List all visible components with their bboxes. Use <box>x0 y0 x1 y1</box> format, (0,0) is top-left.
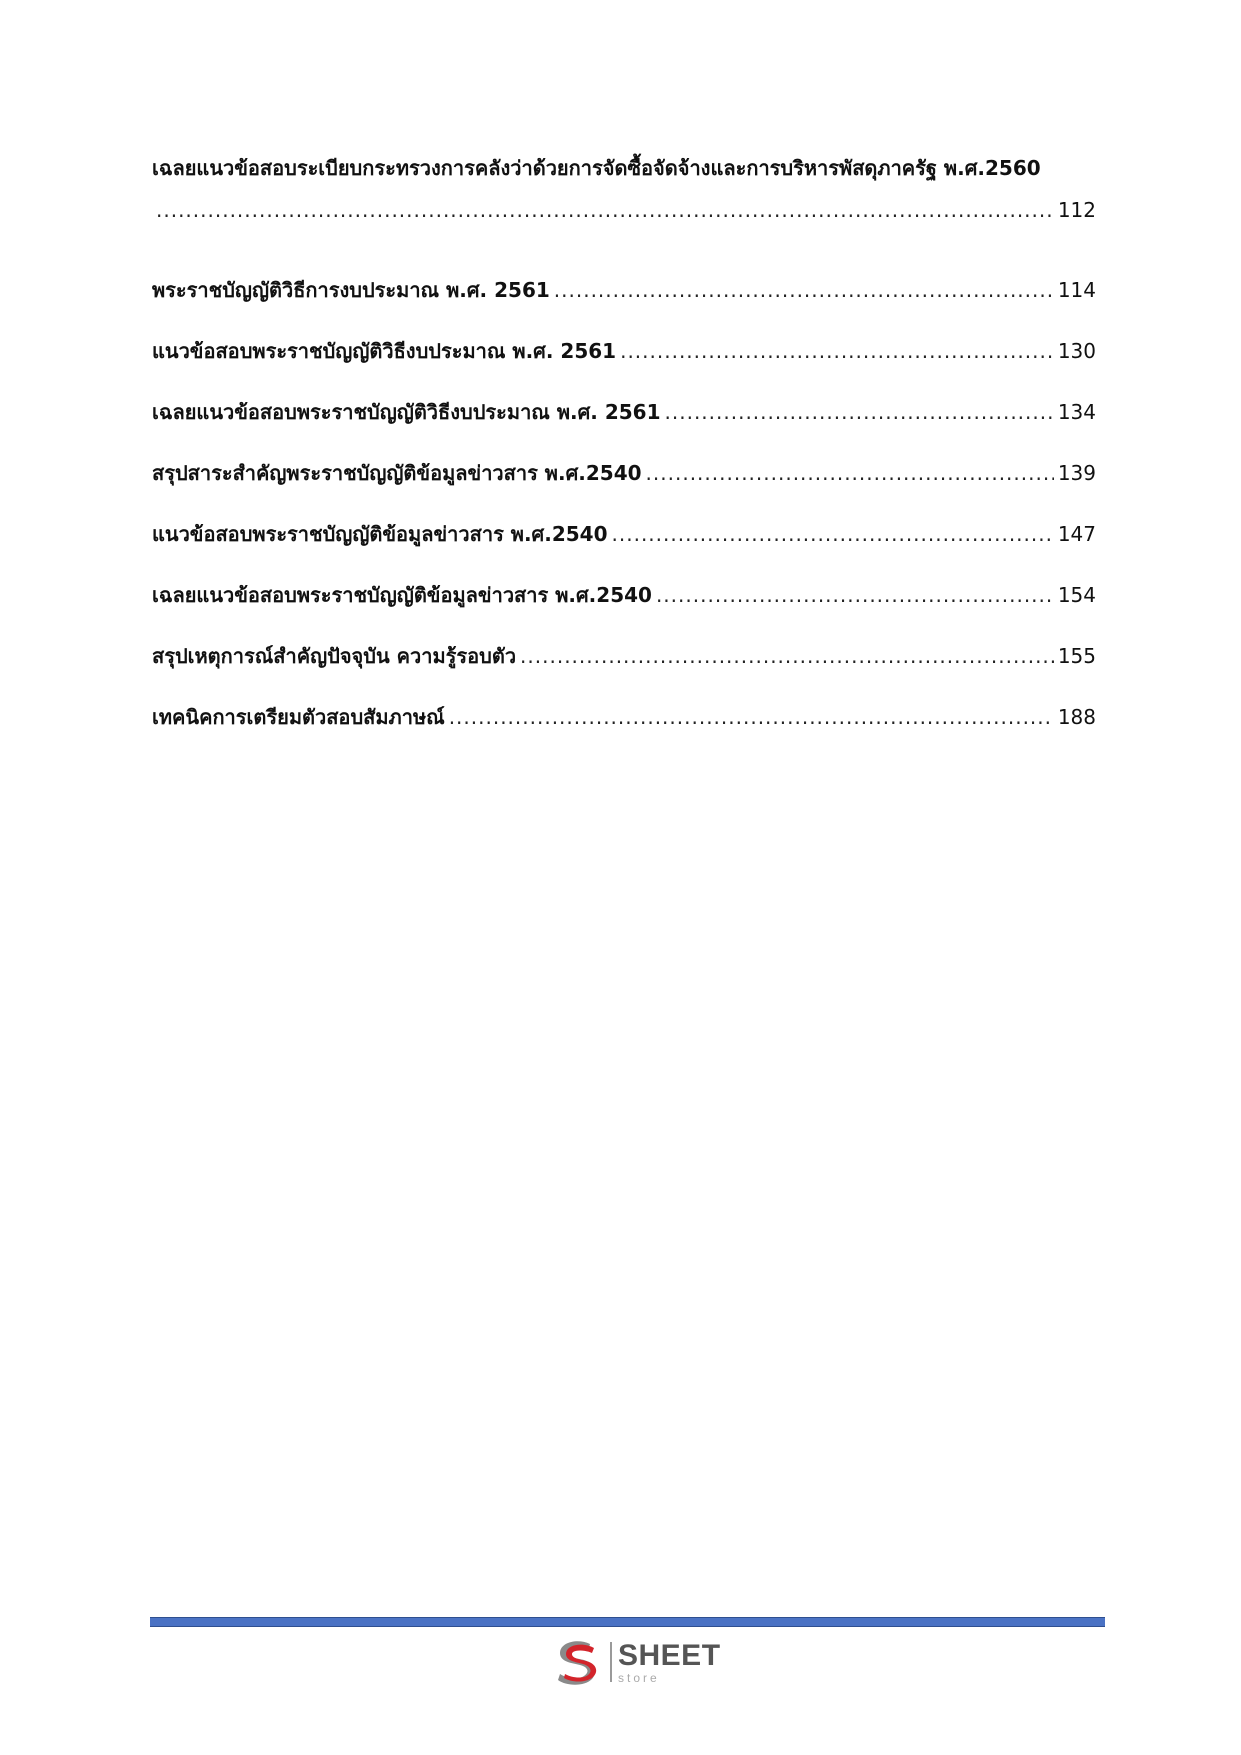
toc-entry-title: พระราชบัญญัติวิธีการงบประมาณ พ.ศ. 2561 <box>152 278 550 302</box>
toc-entry-title: สรุปเหตุการณ์สำคัญปัจจุบัน ความรู้รอบตัว <box>152 644 517 668</box>
toc-entry-title: เฉลยแนวข้อสอบพระราชบัญญัติข้อมูลข่าวสาร พ.ศ.2540 <box>152 583 652 607</box>
toc-entry-page: 147 <box>1057 522 1096 546</box>
sheet-store-logo-icon <box>550 1636 602 1688</box>
toc-entry-title: เทคนิคการเตรียมตัวสอบสัมภาษณ์ <box>152 705 445 729</box>
toc-entry-page: 112 <box>1057 198 1096 222</box>
toc-entry-title: สรุปสาระสำคัญพระราชบัญญัติข้อมูลข่าวสาร พ.ศ.2540 <box>152 461 642 485</box>
toc-entry-page: 139 <box>1057 461 1096 485</box>
toc-entry[interactable] <box>152 699 1096 760</box>
toc-entry-page: 188 <box>1057 705 1096 729</box>
table-of-contents <box>152 150 1096 760</box>
toc-entry[interactable] <box>152 455 1096 516</box>
toc-dot-leader <box>665 394 1054 430</box>
logo-subtitle: store <box>618 1670 660 1685</box>
logo-text <box>618 1638 721 1685</box>
toc-dot-leader <box>612 516 1054 552</box>
toc-entry[interactable] <box>152 638 1096 699</box>
toc-entry[interactable] <box>152 272 1096 333</box>
toc-entry-page: 155 <box>1057 644 1096 668</box>
toc-dot-leader <box>554 272 1054 308</box>
toc-entry[interactable] <box>152 394 1096 455</box>
toc-dot-leader <box>449 699 1054 735</box>
footer-divider <box>150 1617 1105 1627</box>
toc-entry-page: 154 <box>1057 583 1096 607</box>
sheet-store-logo <box>550 1634 721 1690</box>
toc-entry-title: เฉลยแนวข้อสอบพระราชบัญญัติวิธีงบประมาณ พ.ศ. 2561 <box>152 400 661 424</box>
logo-word: SHEET <box>618 1638 721 1672</box>
toc-dot-leader <box>520 638 1054 674</box>
toc-entry[interactable] <box>152 333 1096 394</box>
toc-entry-title: เฉลยแนวข้อสอบระเบียบกระทรวงการคลังว่าด้วยการจัดซื้อจัดจ้างและการบริหารพัสดุภาครัฐ พ.ศ.2560 <box>152 156 1041 180</box>
toc-entry[interactable] <box>152 150 1096 272</box>
toc-entry-page: 130 <box>1057 339 1096 363</box>
toc-dot-leader <box>156 192 1054 228</box>
toc-dot-leader <box>656 577 1054 613</box>
logo-separator <box>610 1642 612 1682</box>
toc-entry-page: 134 <box>1057 400 1096 424</box>
toc-dot-leader <box>620 333 1054 369</box>
toc-entry[interactable] <box>152 577 1096 638</box>
toc-entry-page: 114 <box>1057 278 1096 302</box>
toc-entry-title: แนวข้อสอบพระราชบัญญัติข้อมูลข่าวสาร พ.ศ.2540 <box>152 522 608 546</box>
toc-dot-leader <box>646 455 1054 491</box>
toc-entry[interactable] <box>152 516 1096 577</box>
toc-entry-title: แนวข้อสอบพระราชบัญญัติวิธีงบประมาณ พ.ศ. 2561 <box>152 339 617 363</box>
